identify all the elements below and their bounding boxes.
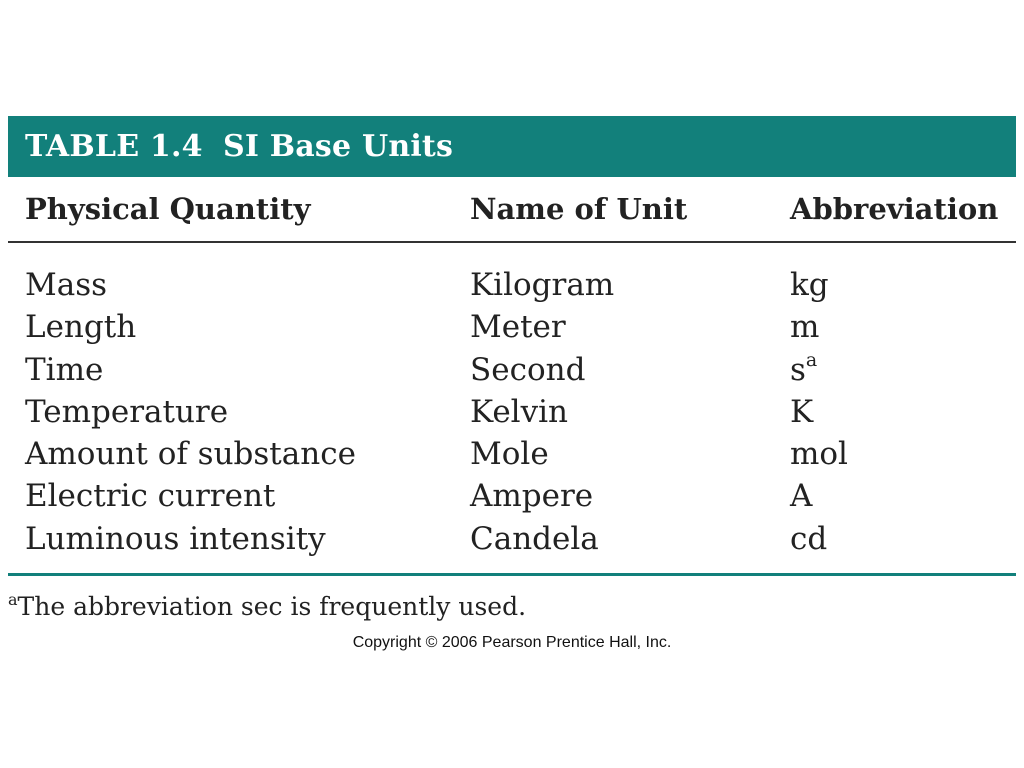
abbreviation-text: kg <box>790 267 829 303</box>
cell-abbreviation <box>790 264 829 306</box>
table-number: TABLE 1.4 <box>25 129 203 164</box>
cell-abbreviation <box>790 391 813 433</box>
footnote-marker: a <box>805 348 818 371</box>
cell-abbreviation <box>790 306 819 348</box>
cell-unit: Candela <box>470 520 599 557</box>
table-title: SI Base Units <box>223 129 454 164</box>
cell-abbreviation <box>790 475 812 517</box>
abbreviation-text: m <box>790 309 820 346</box>
cell-unit: Mole <box>470 436 549 473</box>
table-row <box>8 391 1016 433</box>
table-bottom-rule <box>8 573 1016 576</box>
cell-unit: Kilogram <box>470 267 615 303</box>
table-row <box>8 349 1016 391</box>
table-row <box>8 518 1016 560</box>
cell-unit: Meter <box>470 309 566 346</box>
cell-quantity: Mass <box>25 267 108 303</box>
cell-unit: Kelvin <box>470 393 568 430</box>
table-header-row <box>8 192 1016 236</box>
table-row <box>8 475 1016 517</box>
copyright-notice: Copyright © 2006 Pearson Prentice Hall, Inc. <box>352 634 672 651</box>
cell-abbreviation <box>790 433 848 475</box>
table-title-bar <box>8 116 1016 177</box>
cell-unit: Ampere <box>470 478 594 515</box>
table-row <box>8 433 1016 475</box>
cell-abbreviation <box>790 518 827 560</box>
abbreviation-text: s <box>790 351 806 388</box>
cell-abbreviation <box>790 349 817 391</box>
abbreviation-text: A <box>790 478 813 515</box>
header-physical-quantity: Physical Quantity <box>25 192 311 226</box>
table-row <box>8 264 1016 306</box>
cell-quantity: Time <box>25 351 104 388</box>
abbreviation-text: K <box>790 393 814 430</box>
abbreviation-text: mol <box>790 436 848 473</box>
abbreviation-text: cd <box>790 520 828 557</box>
table-body <box>8 264 1016 560</box>
footnote-text: The abbreviation sec is frequently used. <box>17 592 527 621</box>
cell-unit: Second <box>470 351 586 388</box>
cell-quantity: Length <box>25 309 137 346</box>
table-footnote <box>8 592 526 621</box>
header-abbreviation: Abbreviation <box>790 192 999 226</box>
table-row <box>8 306 1016 348</box>
cell-quantity: Electric current <box>25 478 276 515</box>
cell-quantity: Luminous intensity <box>25 520 326 557</box>
cell-quantity: Amount of substance <box>25 436 356 473</box>
header-divider <box>8 241 1016 243</box>
footnote-mark: a <box>8 590 18 609</box>
header-name-of-unit: Name of Unit <box>470 192 688 226</box>
cell-quantity: Temperature <box>25 393 229 430</box>
